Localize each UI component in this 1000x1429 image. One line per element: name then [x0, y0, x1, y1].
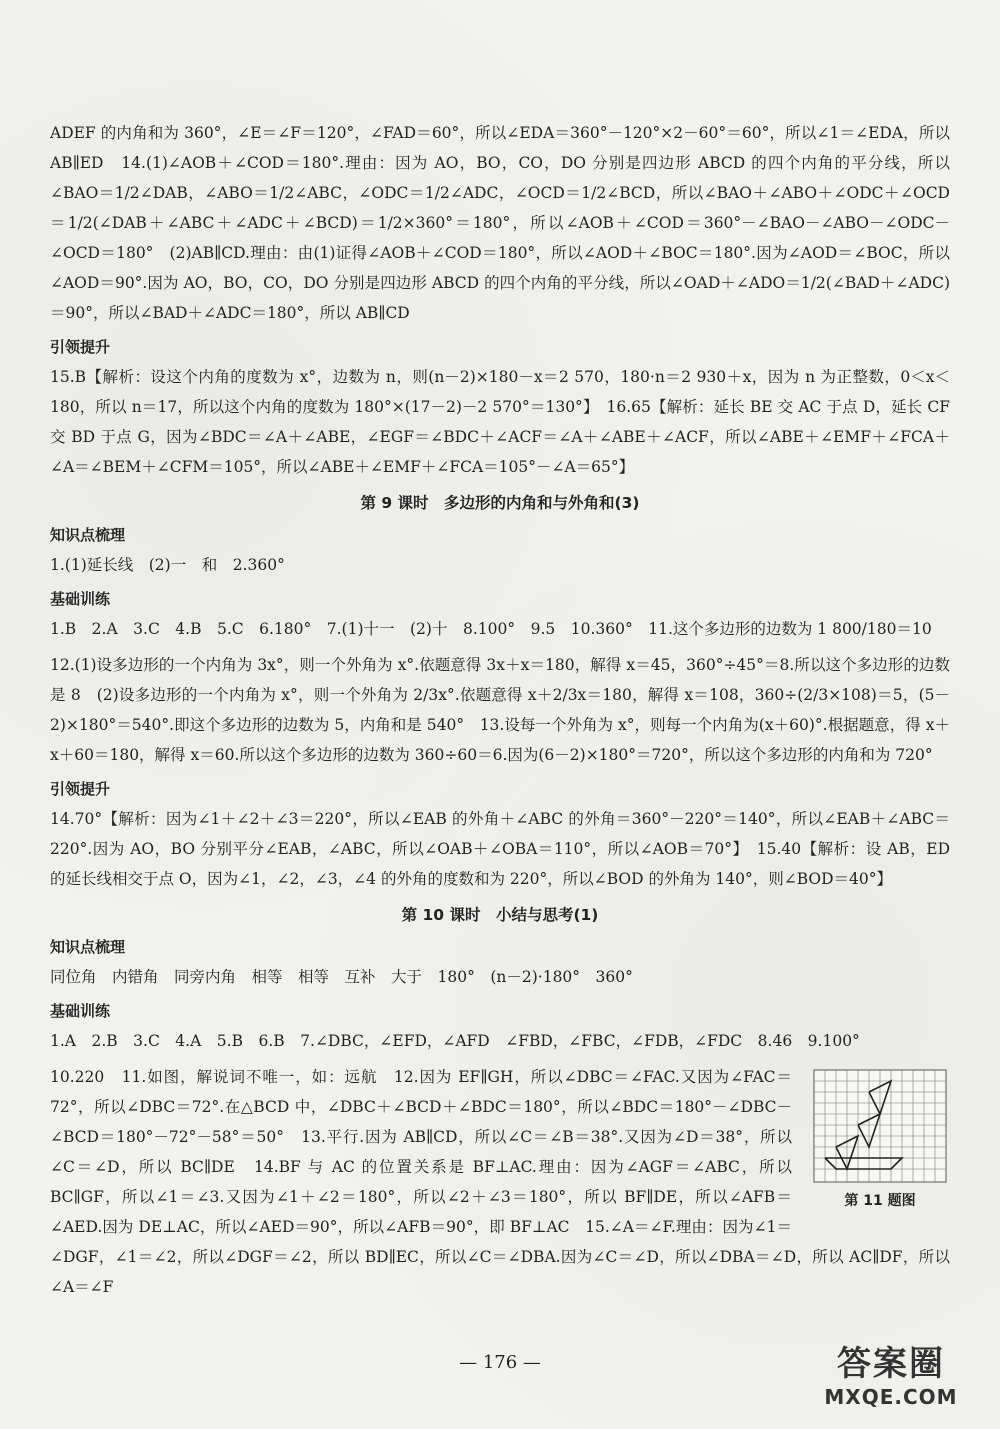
section-heading-yinling-2: 引领提升: [50, 780, 111, 798]
figure-q11: [810, 1066, 950, 1210]
figure-caption: 第 11 题图: [844, 1193, 916, 1209]
grid-boat-figure: [810, 1066, 950, 1186]
section-heading-jichu-2: 基础训练: [50, 1002, 111, 1020]
page-number: — 176 —: [459, 1352, 541, 1373]
paragraph-q13-q14: ADEF 的内角和为 360°，∠E＝∠F＝120°，∠FAD＝60°，所以∠EDA＝360°－120°×2－60°＝60°，所以∠1＝∠EDA，所以 AB∥ED 14.(1)∠AOB＋∠COD＝180°.理由：因为 AO，BO，CO，DO 分别是四边形 ABCD 的四个内角的平分线，所以∠BAO＝1/2∠DAB，∠ABO＝1/2∠ABC，∠ODC＝1/2∠ADC，∠OCD＝1/2∠BCD，所以∠BAO＋∠ABO＋∠ODC＋∠OCD＝1/2(∠DAB＋∠ABC＋∠ADC＋∠BCD)＝1/2×360°＝180°，所以∠AOB＋∠COD＝360°－∠BAO－∠ABO－∠ODC－∠OCD＝180° (2)AB∥CD.理由：由(1)证得∠AOB＋∠COD＝180°，所以∠AOD＋∠BOC＝180°.因为∠AOD＝∠BOC，所以∠AOD＝90°.因为 AO，BO，CO，DO 分别是四边形 ABCD 的四个内角的平分线，所以∠OAD＋∠ADO＝1/2(∠BAD＋∠ADC)＝90°，所以∠BAD＋∠ADC＝180°，所以 AB∥CD: [50, 124, 950, 322]
section-heading-zhishi-1: 知识点梳理: [50, 526, 126, 544]
paragraph-q15-q16: 15.B【解析：设这个内角的度数为 x°，边数为 n，则(n－2)×180－x＝2 570，180·n＝2 930＋x，因为 n 为正整数，0＜x＜180，所以 n＝17，所以这个内角的度数为 180°×(17－2)－2 570°＝130°】 16.65【解析：延长 BE 交 AC 于点 D，延长 CF 交 BD 于点 G，因为∠BDC＝∠A＋∠ABE，∠EGF＝∠BDC＋∠ACF＝∠A＋∠ABE＋∠ACF，所以∠ABE＋∠EMF＋∠FCA＋∠A＝∠BEM＋∠CFM＝105°，所以∠ABE＋∠EMF＋∠FCA＝105°－∠A＝65°】: [50, 368, 950, 476]
lesson-9-title: 第 9 课时 多边形的内角和与外角和(3): [360, 494, 640, 512]
section-heading-jichu-1: 基础训练: [50, 590, 111, 608]
paragraph-knowledge-points: 1.(1)延长线 (2)一 和 2.360°: [50, 556, 285, 574]
section-heading-yinling-1: 引领提升: [50, 338, 111, 356]
paragraph-answers-1-9: 1.A 2.B 3.C 4.A 5.B 6.B 7.∠DBC，∠EFD，∠AFD ∠FBD，∠FBC，∠FDB，∠FDC 8.46 9.100°: [50, 1032, 860, 1050]
lesson-10-title: 第 10 课时 小结与思考(1): [401, 906, 599, 924]
paragraph-q10-q15: 10.220 11.如图，解说词不唯一，如：远航 12.因为 EF∥GH，所以∠DBC＝∠FAC.又因为∠FAC＝72°，所以∠DBC＝72°.在△BCD 中，∠DBC＋∠BCD＋∠BDC＝180°，所以∠BDC＝180°－∠DBC－∠BCD＝180°－72°－58°＝50° 13.平行.因为 AB∥CD，所以∠C＝∠B＝38°.又因为∠D＝38°，所以∠C＝∠D，所以 BC∥DE 14.BF 与 AC 的位置关系是 BF⊥AC.理由：因为∠AGF＝∠ABC，所以 BC∥GF，所以∠1＝∠3.又因为∠1＋∠2＝180°，所以∠2＋∠3＝180°，所以 BF∥DE，所以∠AFB＝∠AED.因为 DE⊥AC，所以∠AED＝90°，所以∠AFB＝90°，即 BF⊥AC 15.∠A＝∠F.理由：因为∠1＝∠DGF，∠1＝∠2，所以∠DGF＝∠2，所以 BD∥EC，所以∠C＝∠DBA.因为∠C＝∠D，所以∠DBA＝∠D，所以 AC∥DF，所以∠A＝∠F: [50, 1068, 950, 1296]
watermark-main: 答案圈: [837, 1344, 945, 1384]
document-body: [50, 118, 950, 1308]
paragraph-answers-1-11: 1.B 2.A 3.C 4.B 5.C 6.180° 7.(1)十一 (2)十 8.100° 9.5 10.360° 11.这个多边形的边数为 1 800/180＝10: [50, 620, 932, 638]
paragraph-summary-terms: 同位角 内错角 同旁内角 相等 相等 互补 大于 180° (n－2)·180° 360°: [50, 968, 633, 986]
paragraph-q12-q13: 12.(1)设多边形的一个内角为 3x°，则一个外角为 x°.依题意得 3x＋x＝180，解得 x＝45，360°÷45°＝8.所以这个多边形的边数是 8 (2)设多边形的一个内角为 x°，则一个外角为 2/3x°.依题意得 x＋2/3x＝180，解得 x＝108，360÷(2/3×108)＝5，(5－2)×180°＝540°.即这个多边形的边数为 5，内角和是 540° 13.设每一个外角为 x°，则每一个内角为(x＋60)°.根据题意，得 x＋x＋60＝180，解得 x＝60.所以这个多边形的边数为 360÷60＝6.因为(6－2)×180°＝720°，所以这个多边形的内角和为 720°: [50, 656, 950, 764]
watermark-sub: MXQE.COM: [824, 1385, 958, 1409]
section-heading-zhishi-2: 知识点梳理: [50, 938, 126, 956]
paragraph-q14-q15: 14.70°【解析：因为∠1＋∠2＋∠3＝220°，所以∠EAB 的外角＋∠ABC 的外角＝360°－220°＝140°，所以∠EAB＋∠ABC＝220°.因为 AO，BO 分别平分∠EAB，∠ABC，所以∠OAB＋∠OBA＝110°，所以∠AOB＝70°】 15.40【解析：设 AB，ED 的延长线相交于点 O，因为∠1，∠2，∠3，∠4 的外角的度数和为 220°，所以∠BOD 的外角为 140°，则∠BOD＝40°】: [50, 810, 950, 888]
watermark-logo: [796, 1336, 986, 1409]
